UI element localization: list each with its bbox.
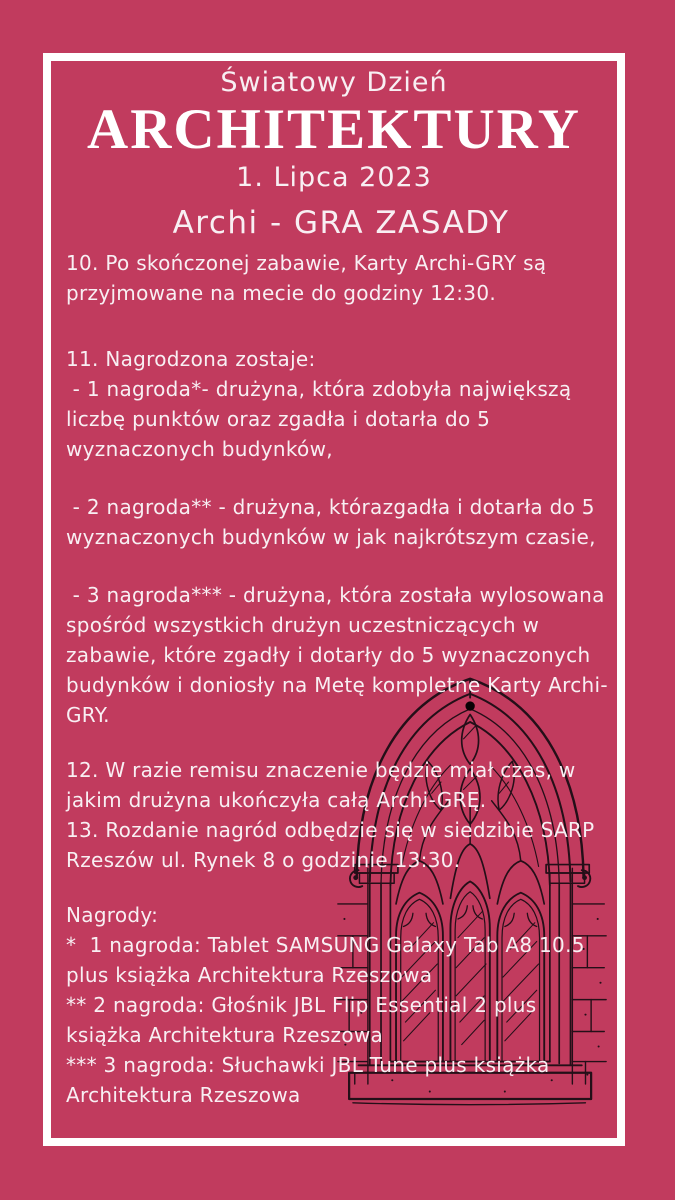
rules-section [66,200,616,1110]
rule-12: 12. W razie remisu znaczenie będzie miał czas, w jakim drużyna ukończyła całą Archi-GRĘ. [66,758,583,812]
header-date: 1. Lipca 2023 [236,162,432,193]
page-title: ARCHITEKTURY [87,98,581,161]
rule-11-prize-2: - 2 nagroda** - drużyna, którazgadła i dotarła do 5 wyznaczonych budynków w jak najkrótszym czasie, [66,495,602,549]
rule-11-prize-3: - 3 nagroda*** - drużyna, która została wylosowana spośród wszystkich drużyn uczestniczących w zabawie, które zgadły i dotarły do 5 wyznaczonych budynków i doniosły na Metę kompletne Karty Archi-GRY. [66,583,612,727]
rule-11-prize-1: - 1 nagroda*- drużyna, która zdobyła największą liczbę punktów oraz zgadła i dotarła do 5 wyznaczonych budynków, [66,377,579,461]
poster-header [43,68,625,193]
prize-item-1: * 1 nagroda: Tablet SAMSUNG Galaxy Tab A8 10.5 plus książka Architektura Rzeszowa [66,933,592,987]
prizes-label: Nagrody: [66,903,159,927]
rule-11-intro: 11. Nagrodzona zostaje: [66,347,316,371]
prize-item-2: ** 2 nagroda: Głośnik JBL Flip Essential 2 plus książka Architektura Rzeszowa [66,993,544,1047]
section-title: Archi - GRA ZASADY [172,205,510,241]
rule-13: 13. Rozdanie nagród odbędzie się w siedzibie SARP Rzeszów ul. Rynek 8 o godzinie 13:30. [66,818,602,872]
header-kicker: Światowy Dzień [220,67,448,98]
rule-10: 10. Po skończonej zabawie, Karty Archi-GRY są przyjmowane na mecie do godziny 12:30. [66,251,554,305]
prize-item-3: *** 3 nagroda: Słuchawki JBL Tune plus książka Architektura Rzeszowa [66,1053,557,1107]
